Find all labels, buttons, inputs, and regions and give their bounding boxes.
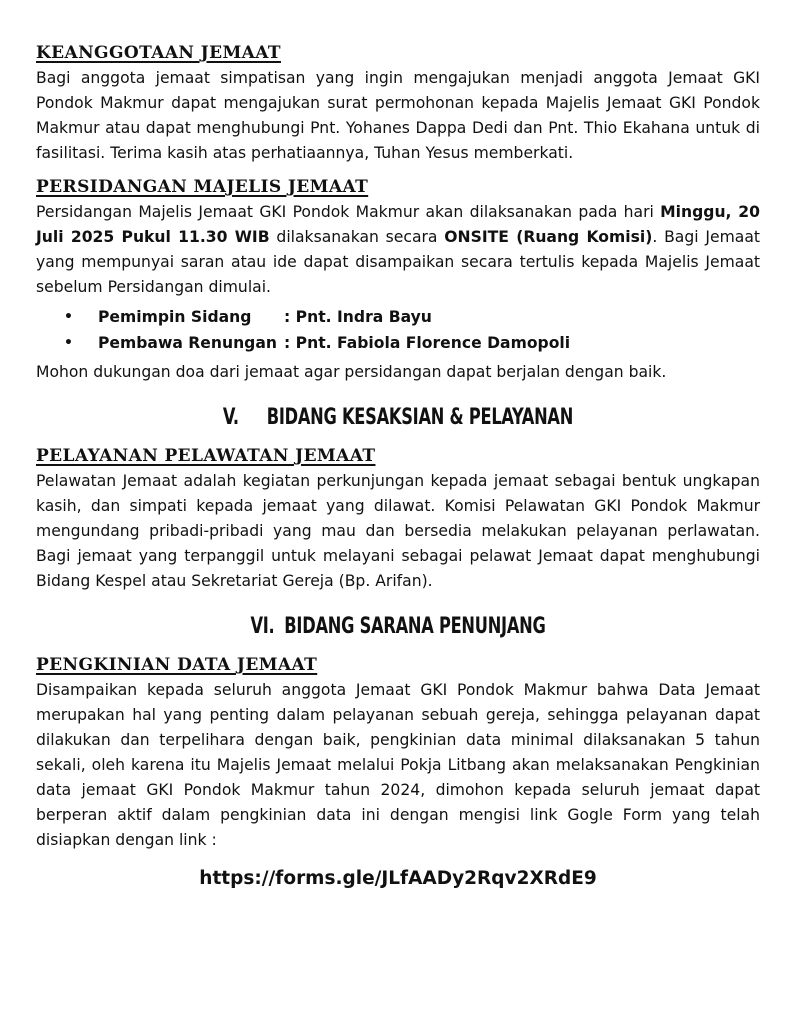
keanggotaan-section <box>36 40 760 166</box>
persidangan-bullet-list <box>36 304 760 356</box>
document-page <box>36 40 760 901</box>
bullet-icon: • <box>64 309 73 325</box>
pelawatan-heading: PELAYANAN PELAWATAN JEMAAT <box>36 446 376 466</box>
persidangan-section <box>36 174 760 385</box>
persidangan-mid: dilaksanakan secara <box>276 228 438 246</box>
bullet-label: Pembawa Renungan <box>98 334 277 352</box>
keanggotaan-body: Bagi anggota jemaat simpatisan yang ingin mengajukan menjadi anggota Jemaat GKI Pondok Makmur dapat mengajukan surat permohonan kepada Majelis Jemaat GKI Pondok Makmur atau dapat menghubungi Pnt. Yohanes Dappa Dedi dan Pnt. Thio Ekahana untuk di fasilitasi. Terima kasih atas perhatiaannya, Tuhan Yesus memberkati. <box>36 69 760 162</box>
section-v-label: BIDANG KESAKSIAN & PELAYANAN <box>266 405 574 430</box>
bullet-icon: • <box>64 335 73 351</box>
section-vi-title <box>101 612 695 642</box>
bullet-label: Pemimpin Sidang <box>98 308 252 326</box>
persidangan-closing: Mohon dukungan doa dari jemaat agar persidangan dapat berjalan dengan baik. <box>36 363 667 381</box>
section-vi-label: BIDANG SARANA PENUNJANG <box>284 614 546 639</box>
pelawatan-section <box>36 443 760 594</box>
pengkinian-body: Disampaikan kepada seluruh anggota Jemaat GKI Pondok Makmur bahwa Data Jemaat merupakan hal yang penting dalam pelayanan sebuah gereja, sehingga pelayanan dapat dilakukan dan terpelihara dengan baik, pengkinian data minimal dilaksanakan 5 tahun sekali, oleh karena itu Majelis Jemaat melalui Pokja Litbang akan melaksanakan Pengkinian data jemaat GKI Pondok Makmur tahun 2024, dimohon kepada seluruh jemaat dapat berperan aktif dalam pengkinian data ini dengan mengisi link Gogle Form yang telah disiapkan dengan link : <box>36 681 760 849</box>
pengkinian-section <box>36 652 760 893</box>
keanggotaan-heading: KEANGGOTAAN JEMAAT <box>36 43 281 63</box>
persidangan-end: . Bagi Jemaat yang mempunyai saran atau ide dapat disampaikan secara tertulis kepada Majelis Jemaat sebelum Persidangan dimulai. <box>36 228 760 296</box>
persidangan-intro: Persidangan Majelis Jemaat GKI Pondok Makmur akan dilaksanakan pada hari <box>36 203 654 221</box>
section-v-number: V. <box>222 405 239 430</box>
persidangan-date: Minggu, 20 Juli 2025 Pukul 11.30 WIB <box>36 203 760 246</box>
bullet-item-pemimpin <box>64 304 760 330</box>
persidangan-heading: PERSIDANGAN MAJELIS JEMAAT <box>36 177 369 197</box>
persidangan-body <box>36 200 760 300</box>
section-v-title <box>101 403 695 433</box>
persidangan-place: ONSITE (Ruang Komisi) <box>444 228 653 246</box>
bullet-item-pembawa <box>64 330 760 356</box>
section-vi-number: VI. <box>250 614 275 639</box>
bullet-value: : Pnt. Indra Bayu <box>284 308 432 326</box>
bullet-value: : Pnt. Fabiola Florence Damopoli <box>284 334 571 352</box>
google-form-link[interactable]: https://forms.gle/JLfAADy2Rqv2XRdE9 <box>199 868 597 889</box>
pengkinian-heading: PENGKINIAN DATA JEMAAT <box>36 655 318 675</box>
pelawatan-body: Pelawatan Jemaat adalah kegiatan perkunjungan kepada jemaat sebagai bentuk ungkapan kasih, dan simpati kepada jemaat yang dilawat. Komisi Pelawatan GKI Pondok Makmur mengundang pribadi-pribadi yang mau dan bersedia melakukan pelayanan perlawatan. Bagi jemaat yang terpanggil untuk melayani sebagai pelawat Jemaat dapat menghubungi Bidang Kespel atau Sekretariat Gereja (Bp. Arifan). <box>36 472 760 590</box>
